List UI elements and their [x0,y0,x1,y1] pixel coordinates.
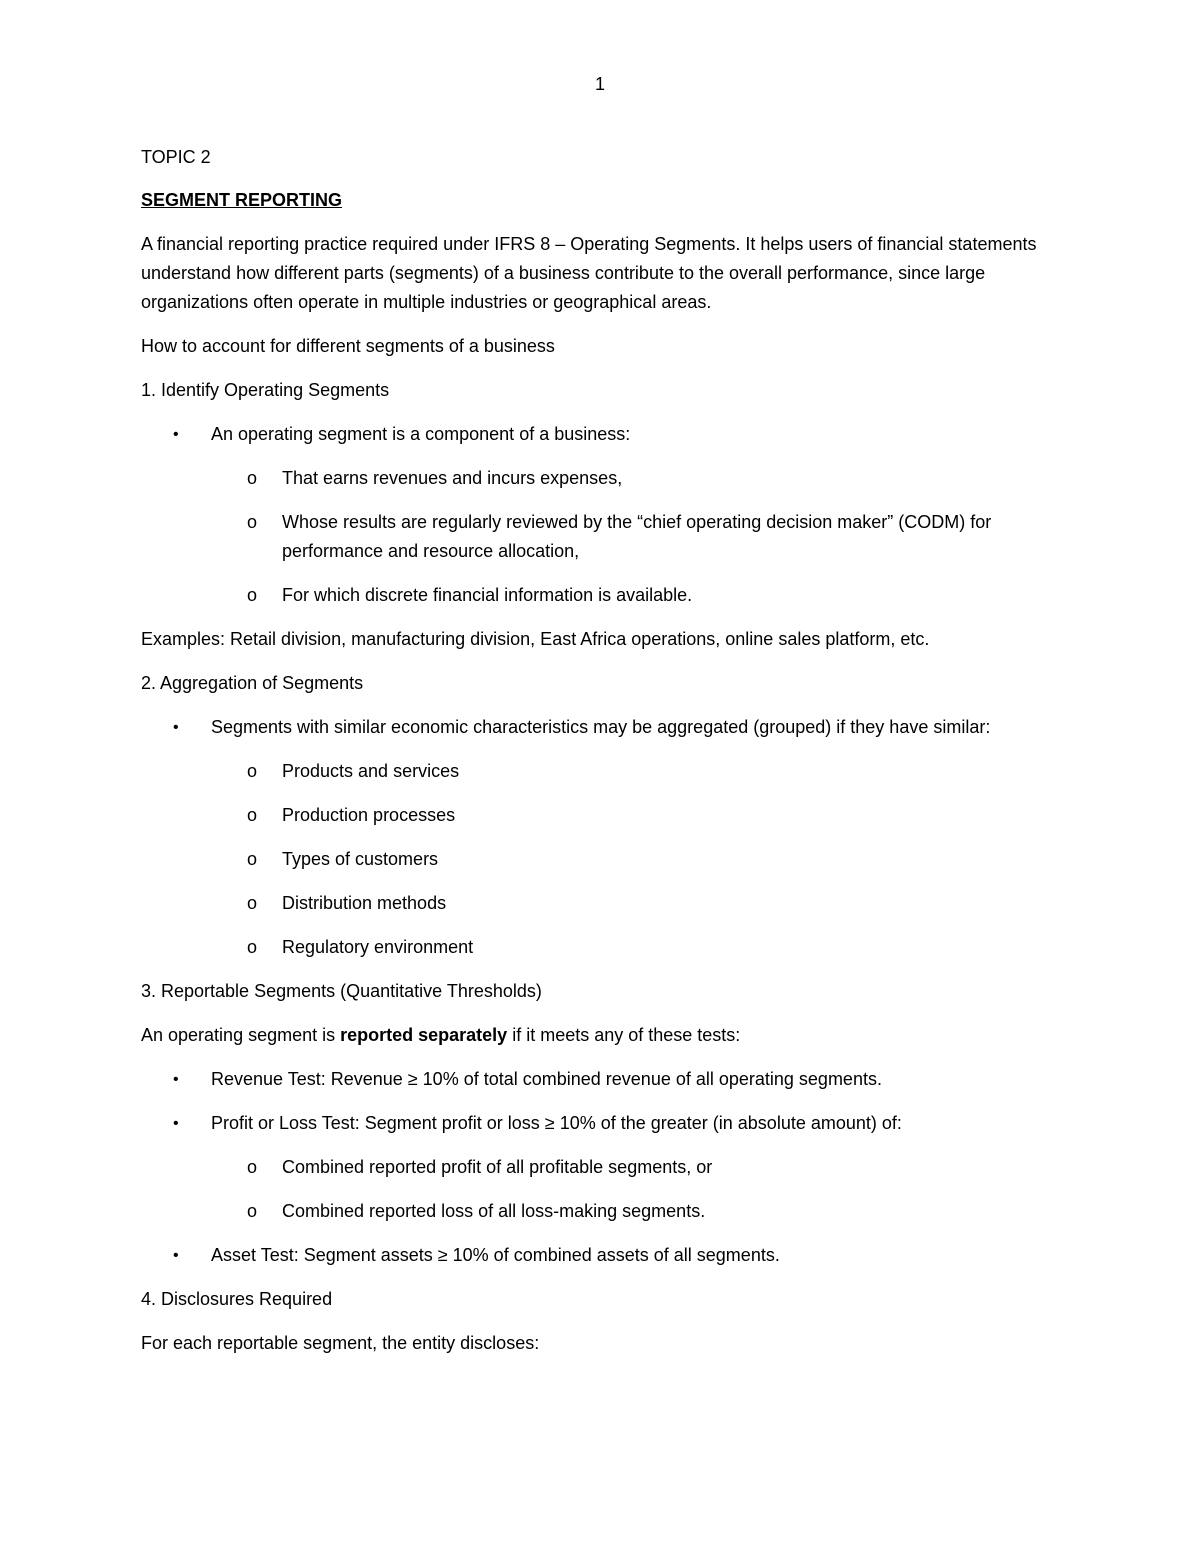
bullet-text: An operating segment is a component of a business: [211,424,631,444]
bullet-text: Segments with similar economic characteristics may be aggregated (grouped) if they have similar: [211,717,991,737]
bullet-marker: • [173,719,179,736]
sub-item-text: Whose results are regularly reviewed by the “chief operating decision maker” (CODM) for performance and resource allocation, [282,512,992,561]
page-number: 1 [594,74,605,94]
asset-test-bullet [141,1241,1051,1270]
sub-bullet-marker: o [247,761,258,781]
sub-bullet-marker: o [247,512,258,532]
bullet-text: Asset Test: Segment assets ≥ 10% of combined assets of all segments. [211,1245,780,1265]
section-2-sub-item [141,801,1051,830]
section-4-heading: 4. Disclosures Required [141,1289,333,1309]
how-to-line: How to account for different segments of a business [141,336,555,356]
profit-loss-test-bullet [141,1109,1051,1138]
revenue-test-bullet [141,1065,1051,1094]
sub-bullet-marker: o [247,893,258,913]
sub-item-text: Distribution methods [282,893,447,913]
bullet-marker: • [173,1247,179,1264]
sub-bullet-marker: o [247,1157,258,1177]
sub-bullet-marker: o [247,849,258,869]
section-3-sub-item [141,1153,1051,1182]
bullet-marker: • [173,1071,179,1088]
sub-item-text: Products and services [282,761,460,781]
section-2-sub-item [141,933,1051,962]
sub-bullet-marker: o [247,468,258,488]
document-body [141,143,1051,1373]
section-1-heading: 1. Identify Operating Segments [141,380,390,400]
sub-item-text: That earns revenues and incurs expenses, [282,468,623,488]
bullet-text: Profit or Loss Test: Segment profit or loss ≥ 10% of the greater (in absolute amount) of: [211,1113,902,1133]
section-2-sub-item [141,889,1051,918]
sub-item-text: Combined reported profit of all profitable segments, or [282,1157,713,1177]
section-2-sub-item [141,757,1051,786]
sub-item-text: Production processes [282,805,456,825]
section-2-heading: 2. Aggregation of Segments [141,673,364,693]
bullet-marker: • [173,1115,179,1132]
bullet-text: Revenue Test: Revenue ≥ 10% of total combined revenue of all operating segments. [211,1069,882,1089]
section-3-lead [141,1021,1051,1050]
section-3-sub-item [141,1197,1051,1226]
sub-item-text: For which discrete financial information is available. [282,585,693,605]
sub-bullet-marker: o [247,805,258,825]
sub-item-text: Regulatory environment [282,937,474,957]
lead-emphasis: reported separately [340,1025,508,1045]
section-1-sub-item [141,464,1051,493]
intro-paragraph: A financial reporting practice required under IFRS 8 – Operating Segments. It helps users of financial statements understand how different parts (segments) of a business contribute to the overall performance, since large organizations often operate in multiple industries or geographical areas. [141,234,1037,312]
section-1-bullet [141,420,1051,449]
section-1-sub-item [141,508,1051,566]
section-2-bullet [141,713,1051,742]
lead-text-before: An operating segment is [141,1025,341,1045]
section-3-heading: 3. Reportable Segments (Quantitative Thresholds) [141,981,542,1001]
sub-bullet-marker: o [247,937,258,957]
section-1-sub-item [141,581,1051,610]
sub-item-text: Combined reported loss of all loss-making segments. [282,1201,706,1221]
page-title: SEGMENT REPORTING [141,190,343,210]
section-2-sub-item [141,845,1051,874]
topic-label: TOPIC 2 [141,147,211,167]
sub-item-text: Types of customers [282,849,439,869]
section-4-lead: For each reportable segment, the entity discloses: [141,1333,540,1353]
sub-bullet-marker: o [247,1201,258,1221]
sub-bullet-marker: o [247,585,258,605]
bullet-marker: • [173,426,179,443]
lead-text-after: if it meets any of these tests: [507,1025,741,1045]
examples-line: Examples: Retail division, manufacturing division, East Africa operations, online sales platform, etc. [141,629,930,649]
